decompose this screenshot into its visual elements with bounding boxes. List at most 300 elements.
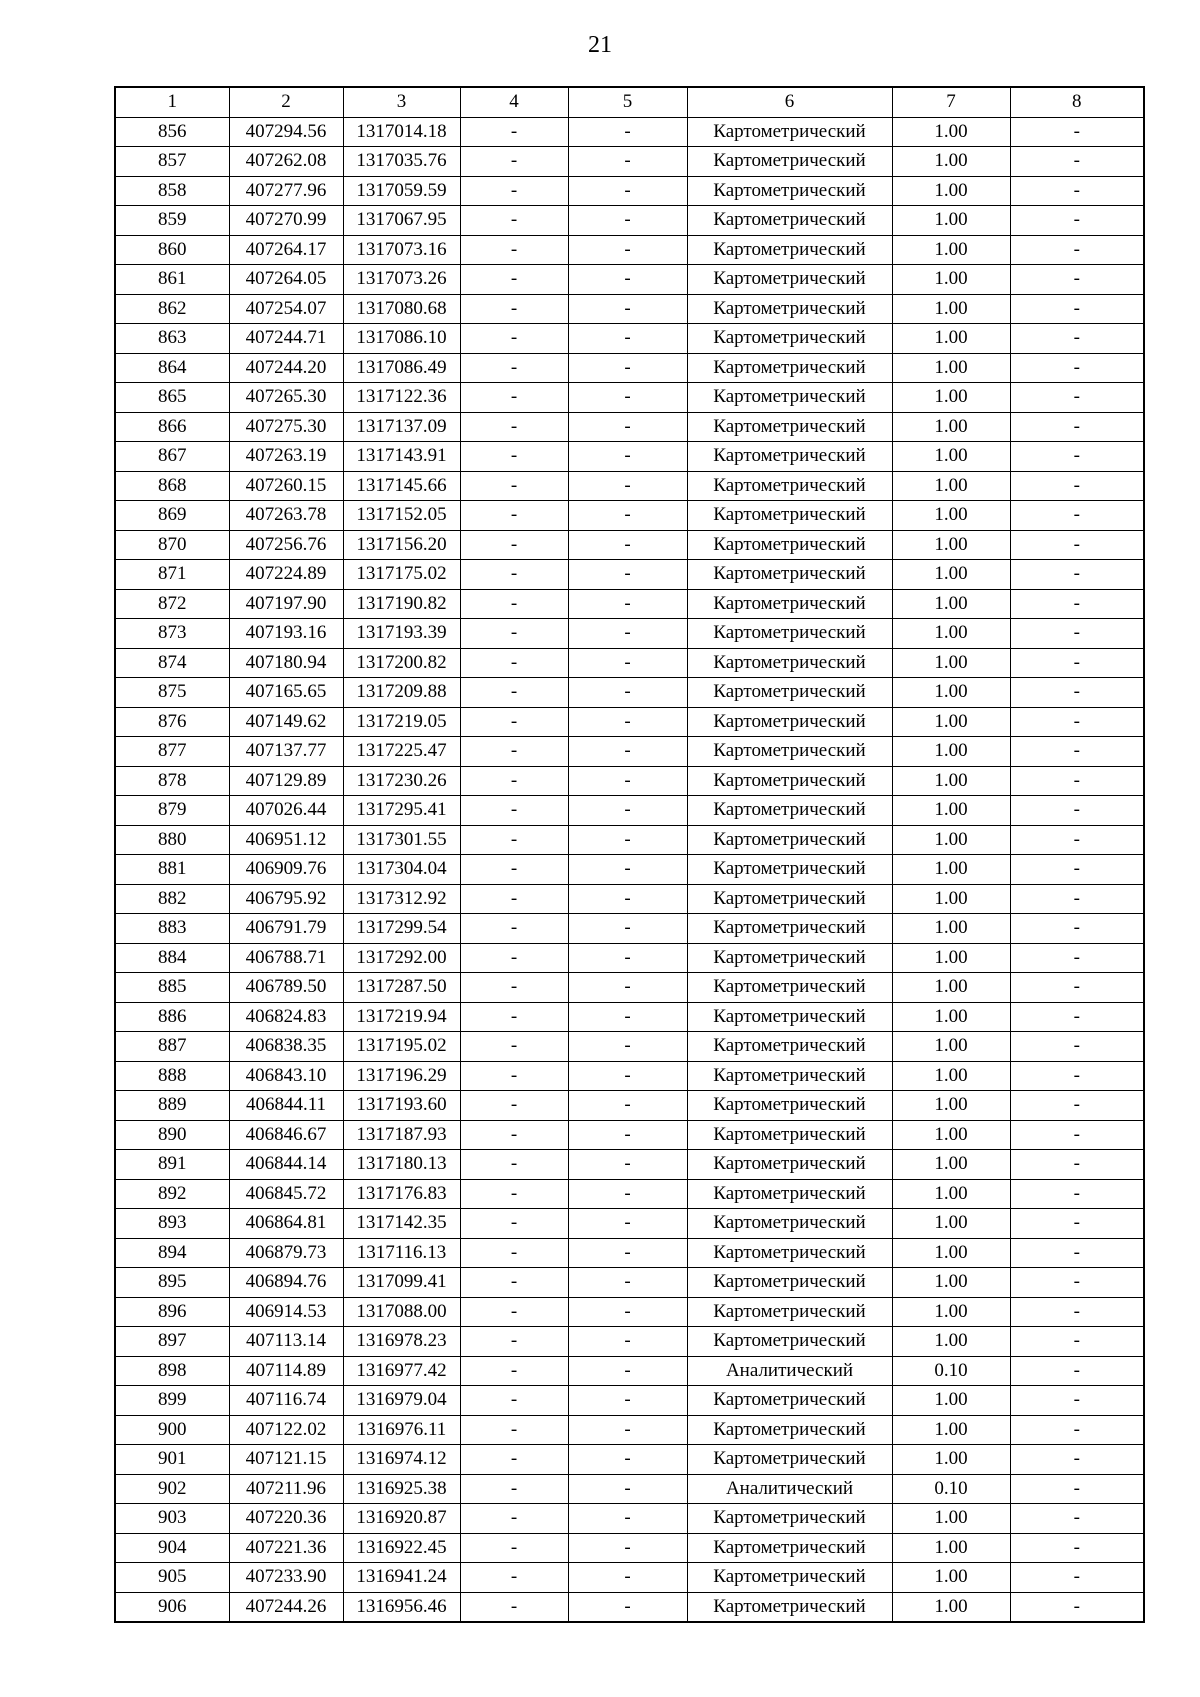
column-5-cell: - xyxy=(568,1091,687,1121)
point-number-cell: 893 xyxy=(115,1209,229,1239)
column-8-cell: - xyxy=(1010,1150,1144,1180)
method-cell: Картометрический xyxy=(687,1150,892,1180)
y-coordinate-cell: 1316978.23 xyxy=(343,1327,460,1357)
method-cell: Картометрический xyxy=(687,1002,892,1032)
column-4-cell: - xyxy=(460,1563,568,1593)
accuracy-cell: 1.00 xyxy=(892,914,1010,944)
column-5-cell: - xyxy=(568,589,687,619)
column-8-cell: - xyxy=(1010,442,1144,472)
table-row xyxy=(115,1533,1144,1563)
column-5-cell: - xyxy=(568,1238,687,1268)
y-coordinate-cell: 1317080.68 xyxy=(343,294,460,324)
method-cell: Картометрический xyxy=(687,1297,892,1327)
column-4-cell: - xyxy=(460,1356,568,1386)
method-cell: Картометрический xyxy=(687,943,892,973)
column-5-cell: - xyxy=(568,1533,687,1563)
y-coordinate-cell: 1316920.87 xyxy=(343,1504,460,1534)
column-5-cell: - xyxy=(568,648,687,678)
x-coordinate-cell: 406951.12 xyxy=(229,825,343,855)
table-row xyxy=(115,1504,1144,1534)
table-row xyxy=(115,1592,1144,1622)
column-8-cell: - xyxy=(1010,1120,1144,1150)
accuracy-cell: 1.00 xyxy=(892,1297,1010,1327)
column-8-cell: - xyxy=(1010,353,1144,383)
x-coordinate-cell: 407270.99 xyxy=(229,206,343,236)
table-row xyxy=(115,1563,1144,1593)
method-cell: Картометрический xyxy=(687,324,892,354)
x-coordinate-cell: 406846.67 xyxy=(229,1120,343,1150)
x-coordinate-cell: 407275.30 xyxy=(229,412,343,442)
table-row xyxy=(115,914,1144,944)
method-cell: Картометрический xyxy=(687,1445,892,1475)
y-coordinate-cell: 1317059.59 xyxy=(343,176,460,206)
table-row xyxy=(115,530,1144,560)
column-5-cell: - xyxy=(568,324,687,354)
column-4-cell: - xyxy=(460,117,568,147)
column-5-cell: - xyxy=(568,678,687,708)
column-5-cell: - xyxy=(568,501,687,531)
column-5-cell: - xyxy=(568,1563,687,1593)
x-coordinate-cell: 407129.89 xyxy=(229,766,343,796)
column-5-cell: - xyxy=(568,619,687,649)
point-number-cell: 891 xyxy=(115,1150,229,1180)
column-5-cell: - xyxy=(568,855,687,885)
column-8-cell: - xyxy=(1010,678,1144,708)
column-8-cell: - xyxy=(1010,1268,1144,1298)
column-4-cell: - xyxy=(460,265,568,295)
y-coordinate-cell: 1317099.41 xyxy=(343,1268,460,1298)
point-number-cell: 905 xyxy=(115,1563,229,1593)
x-coordinate-cell: 407262.08 xyxy=(229,147,343,177)
point-number-cell: 876 xyxy=(115,707,229,737)
method-cell: Картометрический xyxy=(687,1120,892,1150)
column-4-cell: - xyxy=(460,1002,568,1032)
column-5-cell: - xyxy=(568,265,687,295)
column-8-cell: - xyxy=(1010,1386,1144,1416)
x-coordinate-cell: 406879.73 xyxy=(229,1238,343,1268)
point-number-cell: 885 xyxy=(115,973,229,1003)
accuracy-cell: 1.00 xyxy=(892,1592,1010,1622)
y-coordinate-cell: 1317295.41 xyxy=(343,796,460,826)
column-8-cell: - xyxy=(1010,1592,1144,1622)
column-5-cell: - xyxy=(568,1415,687,1445)
column-4-cell: - xyxy=(460,973,568,1003)
column-5-cell: - xyxy=(568,1592,687,1622)
column-8-cell: - xyxy=(1010,265,1144,295)
column-8-cell: - xyxy=(1010,796,1144,826)
column-4-cell: - xyxy=(460,176,568,206)
accuracy-cell: 1.00 xyxy=(892,294,1010,324)
method-cell: Картометрический xyxy=(687,1032,892,1062)
table-row xyxy=(115,294,1144,324)
y-coordinate-cell: 1317195.02 xyxy=(343,1032,460,1062)
x-coordinate-cell: 407265.30 xyxy=(229,383,343,413)
table-row xyxy=(115,825,1144,855)
y-coordinate-cell: 1316941.24 xyxy=(343,1563,460,1593)
y-coordinate-cell: 1317190.82 xyxy=(343,589,460,619)
y-coordinate-cell: 1316974.12 xyxy=(343,1445,460,1475)
accuracy-cell: 1.00 xyxy=(892,471,1010,501)
y-coordinate-cell: 1317230.26 xyxy=(343,766,460,796)
method-cell: Картометрический xyxy=(687,294,892,324)
point-number-cell: 857 xyxy=(115,147,229,177)
table-body xyxy=(115,117,1144,1622)
point-number-cell: 869 xyxy=(115,501,229,531)
point-number-cell: 870 xyxy=(115,530,229,560)
column-5-cell: - xyxy=(568,412,687,442)
point-number-cell: 881 xyxy=(115,855,229,885)
column-header: 7 xyxy=(892,87,1010,117)
column-5-cell: - xyxy=(568,560,687,590)
column-8-cell: - xyxy=(1010,560,1144,590)
x-coordinate-cell: 407294.56 xyxy=(229,117,343,147)
y-coordinate-cell: 1317180.13 xyxy=(343,1150,460,1180)
accuracy-cell: 1.00 xyxy=(892,973,1010,1003)
column-4-cell: - xyxy=(460,501,568,531)
accuracy-cell: 1.00 xyxy=(892,1061,1010,1091)
point-number-cell: 875 xyxy=(115,678,229,708)
method-cell: Картометрический xyxy=(687,117,892,147)
point-number-cell: 900 xyxy=(115,1415,229,1445)
y-coordinate-cell: 1317196.29 xyxy=(343,1061,460,1091)
x-coordinate-cell: 407211.96 xyxy=(229,1474,343,1504)
x-coordinate-cell: 407233.90 xyxy=(229,1563,343,1593)
accuracy-cell: 1.00 xyxy=(892,265,1010,295)
y-coordinate-cell: 1316922.45 xyxy=(343,1533,460,1563)
table-row xyxy=(115,1356,1144,1386)
accuracy-cell: 1.00 xyxy=(892,147,1010,177)
column-4-cell: - xyxy=(460,1268,568,1298)
accuracy-cell: 1.00 xyxy=(892,1209,1010,1239)
column-4-cell: - xyxy=(460,855,568,885)
column-header: 3 xyxy=(343,87,460,117)
column-5-cell: - xyxy=(568,1445,687,1475)
column-4-cell: - xyxy=(460,1415,568,1445)
column-5-cell: - xyxy=(568,825,687,855)
column-5-cell: - xyxy=(568,1327,687,1357)
method-cell: Картометрический xyxy=(687,560,892,590)
column-4-cell: - xyxy=(460,1150,568,1180)
method-cell: Картометрический xyxy=(687,353,892,383)
accuracy-cell: 1.00 xyxy=(892,1268,1010,1298)
y-coordinate-cell: 1317156.20 xyxy=(343,530,460,560)
column-4-cell: - xyxy=(460,884,568,914)
accuracy-cell: 1.00 xyxy=(892,206,1010,236)
column-4-cell: - xyxy=(460,796,568,826)
point-number-cell: 873 xyxy=(115,619,229,649)
point-number-cell: 856 xyxy=(115,117,229,147)
column-4-cell: - xyxy=(460,1238,568,1268)
y-coordinate-cell: 1317193.39 xyxy=(343,619,460,649)
table-row xyxy=(115,1209,1144,1239)
y-coordinate-cell: 1317014.18 xyxy=(343,117,460,147)
column-5-cell: - xyxy=(568,1061,687,1091)
y-coordinate-cell: 1316977.42 xyxy=(343,1356,460,1386)
y-coordinate-cell: 1317086.10 xyxy=(343,324,460,354)
x-coordinate-cell: 407197.90 xyxy=(229,589,343,619)
column-8-cell: - xyxy=(1010,1002,1144,1032)
accuracy-cell: 1.00 xyxy=(892,678,1010,708)
accuracy-cell: 1.00 xyxy=(892,855,1010,885)
point-number-cell: 888 xyxy=(115,1061,229,1091)
method-cell: Картометрический xyxy=(687,1327,892,1357)
method-cell: Картометрический xyxy=(687,265,892,295)
accuracy-cell: 1.00 xyxy=(892,235,1010,265)
method-cell: Картометрический xyxy=(687,737,892,767)
method-cell: Картометрический xyxy=(687,1415,892,1445)
column-8-cell: - xyxy=(1010,324,1144,354)
table-row xyxy=(115,766,1144,796)
y-coordinate-cell: 1317067.95 xyxy=(343,206,460,236)
accuracy-cell: 1.00 xyxy=(892,943,1010,973)
table-row xyxy=(115,796,1144,826)
point-number-cell: 895 xyxy=(115,1268,229,1298)
point-number-cell: 889 xyxy=(115,1091,229,1121)
column-8-cell: - xyxy=(1010,884,1144,914)
table-row xyxy=(115,1327,1144,1357)
accuracy-cell: 1.00 xyxy=(892,383,1010,413)
column-4-cell: - xyxy=(460,737,568,767)
method-cell: Картометрический xyxy=(687,176,892,206)
column-header: 6 xyxy=(687,87,892,117)
table-row xyxy=(115,1061,1144,1091)
accuracy-cell: 1.00 xyxy=(892,1533,1010,1563)
point-number-cell: 879 xyxy=(115,796,229,826)
column-5-cell: - xyxy=(568,943,687,973)
y-coordinate-cell: 1317299.54 xyxy=(343,914,460,944)
point-number-cell: 903 xyxy=(115,1504,229,1534)
y-coordinate-cell: 1317193.60 xyxy=(343,1091,460,1121)
point-number-cell: 886 xyxy=(115,1002,229,1032)
x-coordinate-cell: 407221.36 xyxy=(229,1533,343,1563)
method-cell: Аналитический xyxy=(687,1474,892,1504)
column-4-cell: - xyxy=(460,1386,568,1416)
x-coordinate-cell: 407224.89 xyxy=(229,560,343,590)
table-row xyxy=(115,1474,1144,1504)
table-row xyxy=(115,1297,1144,1327)
table-row xyxy=(115,412,1144,442)
x-coordinate-cell: 407149.62 xyxy=(229,707,343,737)
x-coordinate-cell: 406795.92 xyxy=(229,884,343,914)
column-4-cell: - xyxy=(460,648,568,678)
x-coordinate-cell: 407114.89 xyxy=(229,1356,343,1386)
accuracy-cell: 1.00 xyxy=(892,530,1010,560)
accuracy-cell: 1.00 xyxy=(892,1032,1010,1062)
column-4-cell: - xyxy=(460,1533,568,1563)
table-row xyxy=(115,324,1144,354)
column-8-cell: - xyxy=(1010,1032,1144,1062)
table-row xyxy=(115,973,1144,1003)
point-number-cell: 868 xyxy=(115,471,229,501)
column-8-cell: - xyxy=(1010,235,1144,265)
point-number-cell: 859 xyxy=(115,206,229,236)
y-coordinate-cell: 1317209.88 xyxy=(343,678,460,708)
y-coordinate-cell: 1317219.05 xyxy=(343,707,460,737)
column-4-cell: - xyxy=(460,206,568,236)
column-8-cell: - xyxy=(1010,1356,1144,1386)
x-coordinate-cell: 407263.19 xyxy=(229,442,343,472)
accuracy-cell: 1.00 xyxy=(892,825,1010,855)
column-8-cell: - xyxy=(1010,1091,1144,1121)
accuracy-cell: 1.00 xyxy=(892,737,1010,767)
x-coordinate-cell: 406843.10 xyxy=(229,1061,343,1091)
column-5-cell: - xyxy=(568,1179,687,1209)
x-coordinate-cell: 407260.15 xyxy=(229,471,343,501)
column-4-cell: - xyxy=(460,678,568,708)
column-5-cell: - xyxy=(568,1356,687,1386)
x-coordinate-cell: 406791.79 xyxy=(229,914,343,944)
point-number-cell: 882 xyxy=(115,884,229,914)
method-cell: Картометрический xyxy=(687,383,892,413)
x-coordinate-cell: 407264.17 xyxy=(229,235,343,265)
column-5-cell: - xyxy=(568,530,687,560)
column-5-cell: - xyxy=(568,383,687,413)
column-4-cell: - xyxy=(460,1474,568,1504)
method-cell: Картометрический xyxy=(687,796,892,826)
column-4-cell: - xyxy=(460,147,568,177)
table-row xyxy=(115,235,1144,265)
column-5-cell: - xyxy=(568,914,687,944)
method-cell: Картометрический xyxy=(687,973,892,1003)
column-5-cell: - xyxy=(568,1032,687,1062)
column-4-cell: - xyxy=(460,442,568,472)
column-4-cell: - xyxy=(460,1592,568,1622)
column-8-cell: - xyxy=(1010,914,1144,944)
column-8-cell: - xyxy=(1010,471,1144,501)
table-row xyxy=(115,176,1144,206)
column-8-cell: - xyxy=(1010,1533,1144,1563)
table-row xyxy=(115,117,1144,147)
y-coordinate-cell: 1317145.66 xyxy=(343,471,460,501)
accuracy-cell: 1.00 xyxy=(892,324,1010,354)
point-number-cell: 862 xyxy=(115,294,229,324)
column-8-cell: - xyxy=(1010,294,1144,324)
x-coordinate-cell: 407244.71 xyxy=(229,324,343,354)
table-row xyxy=(115,1386,1144,1416)
table-row xyxy=(115,265,1144,295)
column-4-cell: - xyxy=(460,766,568,796)
x-coordinate-cell: 407116.74 xyxy=(229,1386,343,1416)
column-8-cell: - xyxy=(1010,737,1144,767)
method-cell: Картометрический xyxy=(687,147,892,177)
method-cell: Картометрический xyxy=(687,914,892,944)
column-4-cell: - xyxy=(460,707,568,737)
y-coordinate-cell: 1317187.93 xyxy=(343,1120,460,1150)
accuracy-cell: 1.00 xyxy=(892,1150,1010,1180)
method-cell: Картометрический xyxy=(687,707,892,737)
y-coordinate-cell: 1317304.04 xyxy=(343,855,460,885)
column-4-cell: - xyxy=(460,1032,568,1062)
column-8-cell: - xyxy=(1010,206,1144,236)
x-coordinate-cell: 407193.16 xyxy=(229,619,343,649)
accuracy-cell: 1.00 xyxy=(892,1120,1010,1150)
x-coordinate-cell: 406788.71 xyxy=(229,943,343,973)
column-4-cell: - xyxy=(460,1179,568,1209)
y-coordinate-cell: 1316956.46 xyxy=(343,1592,460,1622)
method-cell: Картометрический xyxy=(687,206,892,236)
column-5-cell: - xyxy=(568,766,687,796)
x-coordinate-cell: 406864.81 xyxy=(229,1209,343,1239)
x-coordinate-cell: 407121.15 xyxy=(229,1445,343,1475)
column-5-cell: - xyxy=(568,884,687,914)
page-number: 21 xyxy=(588,32,612,58)
x-coordinate-cell: 407264.05 xyxy=(229,265,343,295)
point-number-cell: 864 xyxy=(115,353,229,383)
point-number-cell: 898 xyxy=(115,1356,229,1386)
method-cell: Картометрический xyxy=(687,412,892,442)
column-4-cell: - xyxy=(460,1091,568,1121)
table-row xyxy=(115,1120,1144,1150)
method-cell: Картометрический xyxy=(687,1179,892,1209)
point-number-cell: 860 xyxy=(115,235,229,265)
column-4-cell: - xyxy=(460,914,568,944)
column-header: 8 xyxy=(1010,87,1144,117)
accuracy-cell: 1.00 xyxy=(892,1563,1010,1593)
table-row xyxy=(115,353,1144,383)
column-4-cell: - xyxy=(460,353,568,383)
column-8-cell: - xyxy=(1010,117,1144,147)
column-5-cell: - xyxy=(568,235,687,265)
column-4-cell: - xyxy=(460,1061,568,1091)
accuracy-cell: 1.00 xyxy=(892,1386,1010,1416)
x-coordinate-cell: 407026.44 xyxy=(229,796,343,826)
method-cell: Картометрический xyxy=(687,884,892,914)
column-4-cell: - xyxy=(460,560,568,590)
y-coordinate-cell: 1316976.11 xyxy=(343,1415,460,1445)
method-cell: Картометрический xyxy=(687,589,892,619)
column-4-cell: - xyxy=(460,412,568,442)
method-cell: Картометрический xyxy=(687,1533,892,1563)
point-number-cell: 866 xyxy=(115,412,229,442)
column-4-cell: - xyxy=(460,530,568,560)
x-coordinate-cell: 407244.20 xyxy=(229,353,343,383)
column-5-cell: - xyxy=(568,1268,687,1298)
column-5-cell: - xyxy=(568,442,687,472)
method-cell: Картометрический xyxy=(687,766,892,796)
point-number-cell: 871 xyxy=(115,560,229,590)
accuracy-cell: 1.00 xyxy=(892,560,1010,590)
table-row xyxy=(115,648,1144,678)
column-8-cell: - xyxy=(1010,1327,1144,1357)
table-row xyxy=(115,619,1144,649)
column-8-cell: - xyxy=(1010,648,1144,678)
method-cell: Картометрический xyxy=(687,1238,892,1268)
x-coordinate-cell: 406838.35 xyxy=(229,1032,343,1062)
column-4-cell: - xyxy=(460,471,568,501)
x-coordinate-cell: 407165.65 xyxy=(229,678,343,708)
y-coordinate-cell: 1317152.05 xyxy=(343,501,460,531)
y-coordinate-cell: 1317035.76 xyxy=(343,147,460,177)
column-8-cell: - xyxy=(1010,973,1144,1003)
column-4-cell: - xyxy=(460,619,568,649)
method-cell: Картометрический xyxy=(687,1061,892,1091)
x-coordinate-cell: 407220.36 xyxy=(229,1504,343,1534)
point-number-cell: 892 xyxy=(115,1179,229,1209)
y-coordinate-cell: 1317287.50 xyxy=(343,973,460,1003)
method-cell: Картометрический xyxy=(687,855,892,885)
method-cell: Картометрический xyxy=(687,1209,892,1239)
column-4-cell: - xyxy=(460,294,568,324)
column-4-cell: - xyxy=(460,324,568,354)
column-4-cell: - xyxy=(460,1327,568,1357)
column-5-cell: - xyxy=(568,707,687,737)
column-8-cell: - xyxy=(1010,176,1144,206)
point-number-cell: 880 xyxy=(115,825,229,855)
y-coordinate-cell: 1317116.13 xyxy=(343,1238,460,1268)
column-8-cell: - xyxy=(1010,1504,1144,1534)
y-coordinate-cell: 1317301.55 xyxy=(343,825,460,855)
column-8-cell: - xyxy=(1010,501,1144,531)
